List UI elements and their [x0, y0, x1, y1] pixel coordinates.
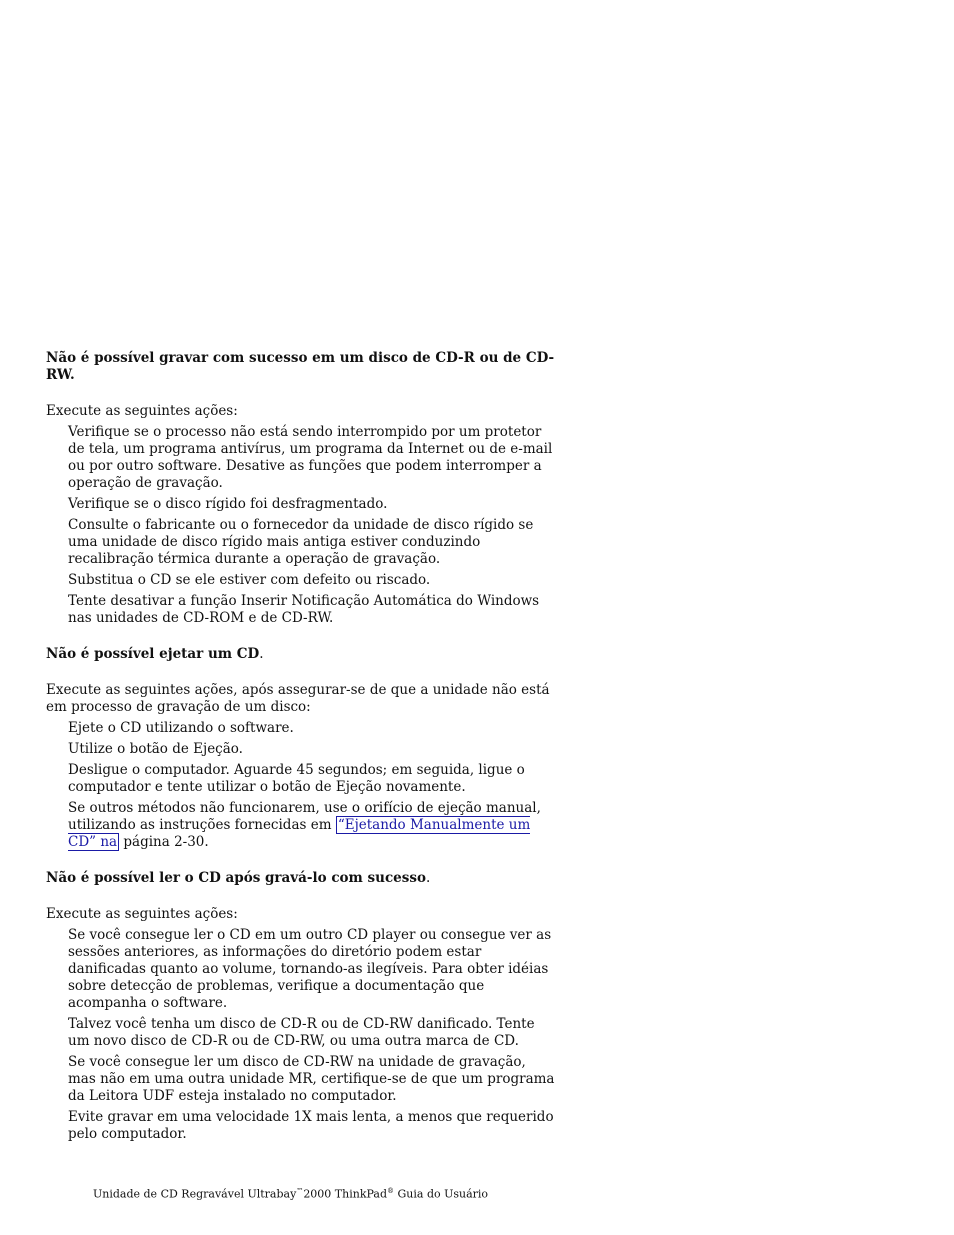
list-item: Consulte o fabricante ou o fornecedor da unidade de disco rígido se uma unidade de disco rígido mais antiga estiver conduzindo recalibração térmica durante a operação de gravação. [68, 517, 534, 567]
section-intro: Execute as seguintes ações: [46, 403, 238, 419]
list-item: Ejete o CD utilizando o software. [68, 720, 294, 736]
footer-text: 2000 ThinkPad [303, 1187, 387, 1201]
section-heading [46, 646, 556, 663]
list-item: Verifique se o disco rígido foi desfragmentado. [68, 496, 388, 512]
heading-tail: . [259, 646, 264, 662]
footer-text: Guia do Usuário [394, 1187, 489, 1201]
list-item-text: página 2-30. [119, 834, 209, 850]
manual-eject-link[interactable]: “Ejetando Manualmente um CD” na [68, 817, 531, 850]
section-read-failure [46, 870, 556, 1143]
trademark-mark: ™ [296, 1187, 304, 1195]
section-intro: Execute as seguintes ações: [46, 906, 238, 922]
list-item: Tente desativar a função Inserir Notificação Automática do Windows nas unidades de CD-ROM e de CD-RW. [68, 593, 540, 626]
section-heading [46, 350, 556, 384]
list-item: Talvez você tenha um disco de CD-R ou de CD-RW danificado. Tente um novo disco de CD-R ou de CD-RW, ou uma outra marca de CD. [68, 1016, 535, 1049]
list-item: Verifique se o processo não está sendo interrompido por um protetor de tela, um programa antivírus, um programa da Internet ou de e-mail ou por outro software. Desative as funções que podem interromper a operação de gravação. [68, 424, 553, 491]
troubleshooting-content [46, 350, 556, 1162]
list-item: Se você consegue ler um disco de CD-RW na unidade de gravação, mas não em uma outra unidade MR, certifique-se de que um programa da Leitora UDF esteja instalado no computador. [68, 1054, 555, 1104]
list-item: Se você consegue ler o CD em um outro CD player ou consegue ver as sessões anteriores, as informações do diretório podem estar danificadas quanto ao volume, tornando-as ilegíveis. Para obter idéias sobre detecção de problemas, verifique a documentação que acompanha o software. [68, 927, 552, 1011]
list-item: Evite gravar em uma velocidade 1X mais lenta, a menos que requerido pelo computador. [68, 1109, 554, 1142]
list-item [68, 800, 556, 851]
section-eject-failure [46, 646, 556, 851]
list-item: Utilize o botão de Ejeção. [68, 741, 243, 757]
footer-text: Unidade de CD Regravável Ultrabay [93, 1187, 297, 1201]
list-item: Substitua o CD se ele estiver com defeito ou riscado. [68, 572, 431, 588]
list-item: Desligue o computador. Aguarde 45 segundos; em seguida, ligue o computador e tente utilizar o botão de Ejeção novamente. [68, 762, 525, 795]
section-write-failure [46, 350, 556, 627]
list-item-text: Se outros métodos não funcionarem, use o orifício de ejeção manual, utilizando as instruções fornecidas em [68, 800, 541, 833]
heading-text: Não é possível ejetar um CD [46, 646, 260, 662]
page-footer [93, 1184, 488, 1202]
heading-tail: . [425, 870, 431, 886]
section-intro: Execute as seguintes ações, após assegurar-se de que a unidade não está em processo de gravação de um disco: [46, 682, 550, 715]
heading-text: Não é possível ler o CD após gravá-lo com sucesso [46, 870, 426, 886]
registered-mark: ® [387, 1187, 394, 1195]
section-heading [46, 870, 556, 887]
heading-text: Não é possível gravar com sucesso em um disco de CD-R ou de CD-RW. [46, 350, 555, 383]
